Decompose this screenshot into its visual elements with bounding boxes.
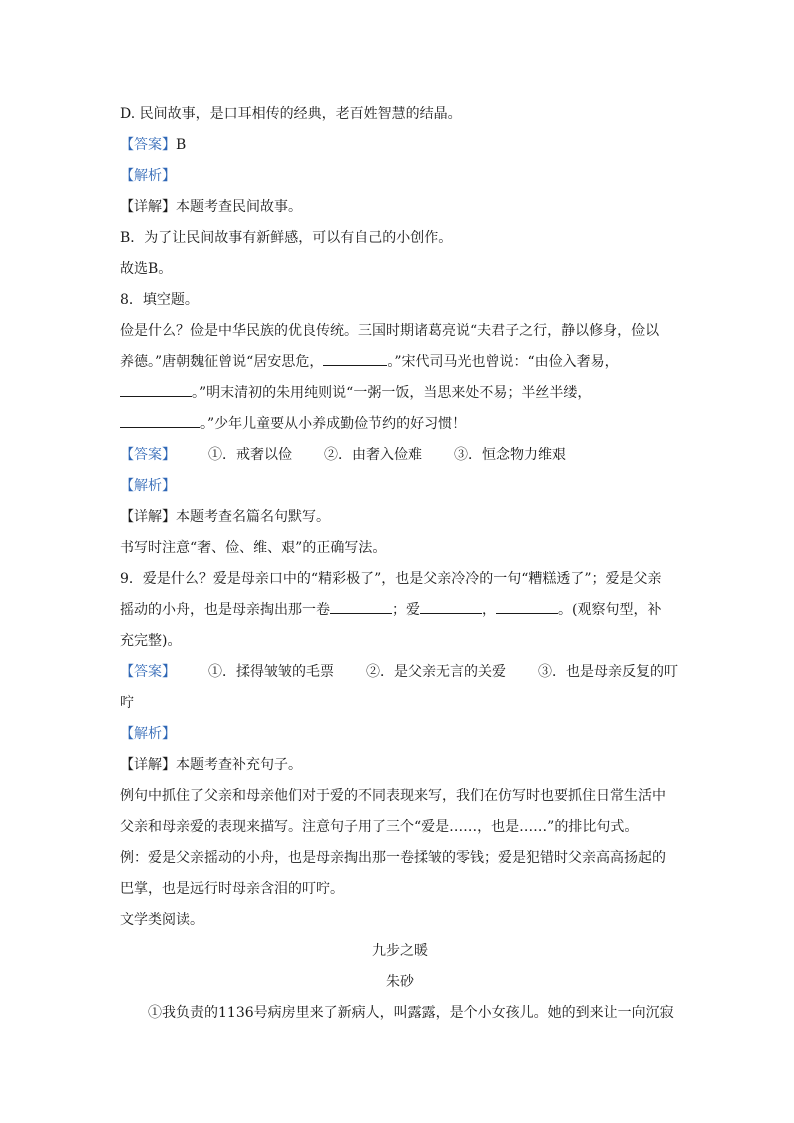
q9-line3: 充完整)。 [120, 633, 182, 649]
q7-conclusion: 故选B。 [120, 261, 173, 277]
fill-blank-6 [496, 597, 558, 614]
answer-item: ①．戒奢以俭 [208, 447, 292, 463]
detail-tag: 【详解】 [120, 757, 176, 773]
q8-note: 书写时注意“奢、俭、维、艰”的正确写法。 [120, 540, 387, 556]
q7-analysis-tag [120, 163, 680, 194]
answer-tag: 【答案】 [120, 137, 176, 153]
detail-tag: 【详解】 [120, 509, 176, 525]
q7-detail-line [120, 194, 680, 225]
q9-line2 [120, 597, 680, 628]
q9-text-segment: ；爱 [392, 602, 420, 618]
q8-text-segment: 养德。”唐朝魏征曾说“居安思危， [120, 354, 324, 370]
q9-para2-line2: 巴掌，也是远行时母亲含泪的叮咛。 [120, 881, 344, 897]
answer-tag: 【答案】 [120, 664, 176, 680]
q8-text-line2 [120, 349, 680, 380]
answer-item: ②．是父亲无言的关爱 [366, 664, 506, 680]
detail-text: 本题考查补充句子。 [176, 757, 302, 773]
fill-blank-5 [420, 597, 482, 614]
answer-item: ③．也是母亲反复的叮 [538, 664, 678, 680]
reading-section-label: 文学类阅读。 [120, 912, 204, 928]
detail-text: 本题考查名篇名句默写。 [176, 509, 330, 525]
q7-option-d: D. 民间故事，是口耳相传的经典，老百姓智慧的结晶。 [120, 106, 462, 122]
q9-text-segment: 摇动的小舟，也是母亲掏出那一卷 [120, 602, 330, 618]
analysis-tag: 【解析】 [120, 168, 176, 184]
q8-answer-line [120, 442, 680, 473]
q9-line1: 9．爱是什么？爱是母亲口中的“精彩极了”，也是父亲冷冷的一句“糟糕透了”；爱是父亲 [120, 571, 662, 587]
q9-para2-line1: 例：爱是父亲摇动的小舟，也是母亲掏出那一卷揉皱的零钱；爱是犯错时父亲高高扬起的 [120, 850, 666, 866]
q9-answer-line [120, 659, 680, 690]
q7-answer-line [120, 132, 680, 163]
q8-text-line1: 俭是什么？俭是中华民族的优良传统。三国时期诸葛亮说“夫君子之行，静以修身，俭以 [120, 323, 660, 339]
q9-text-segment: ， [482, 602, 496, 618]
reading-title: 九步之暖 [372, 943, 428, 959]
analysis-tag: 【解析】 [120, 726, 176, 742]
answer-item: ①．揉得皱皱的毛票 [208, 664, 334, 680]
analysis-tag: 【解析】 [120, 478, 176, 494]
q9-para1-line2: 父亲和母亲爱的表现来描写。注意句子用了三个“爱是……，也是……”的排比句式。 [120, 819, 639, 835]
q7-explain-b: B．为了让民间故事有新鲜感，可以有自己的小创作。 [120, 230, 453, 246]
q9-text-segment: 。(观察句型，补 [558, 602, 662, 618]
q8-text-segment: 。”少年儿童要从小养成勤俭节约的好习惯！ [200, 416, 467, 432]
fill-blank-3 [120, 411, 200, 428]
answer-tag: 【答案】 [120, 447, 176, 463]
q8-analysis-tag [120, 473, 680, 504]
fill-blank-1 [323, 349, 387, 366]
q8-detail-line [120, 504, 680, 535]
detail-tag: 【详解】 [120, 199, 176, 215]
q9-detail-line [120, 752, 680, 783]
answer-item: ③．恒念物力维艰 [454, 447, 566, 463]
q9-analysis-tag [120, 721, 680, 752]
fill-blank-4 [330, 597, 392, 614]
answer-item: ②．由奢入俭难 [324, 447, 422, 463]
q9-para1-line1: 例句中抓住了父亲和母亲他们对于爱的不同表现来写，我们在仿写时也要抓住日常生活中 [120, 788, 666, 804]
document-page [120, 101, 680, 1031]
detail-text: 本题考查民间故事。 [176, 199, 302, 215]
q8-title: 8．填空题。 [120, 292, 199, 308]
q8-text-segment: 。”宋代司马光也曾说：“由俭入奢易， [387, 354, 619, 370]
q9-answer-cont: 咛 [120, 695, 134, 711]
fill-blank-2 [120, 380, 192, 397]
q8-text-line4 [120, 411, 680, 442]
q8-text-segment: 。”明末清初的朱用纯则说“一粥一饭，当思来处不易；半丝半缕， [192, 385, 592, 401]
reading-author: 朱砂 [386, 974, 414, 990]
reading-paragraph-1: ①我负责的1136号病房里来了新病人，叫露露，是个小女孩儿。她的到来让一向沉寂 [148, 1005, 674, 1021]
answer-value: B [176, 137, 187, 153]
q8-text-line3 [120, 380, 680, 411]
